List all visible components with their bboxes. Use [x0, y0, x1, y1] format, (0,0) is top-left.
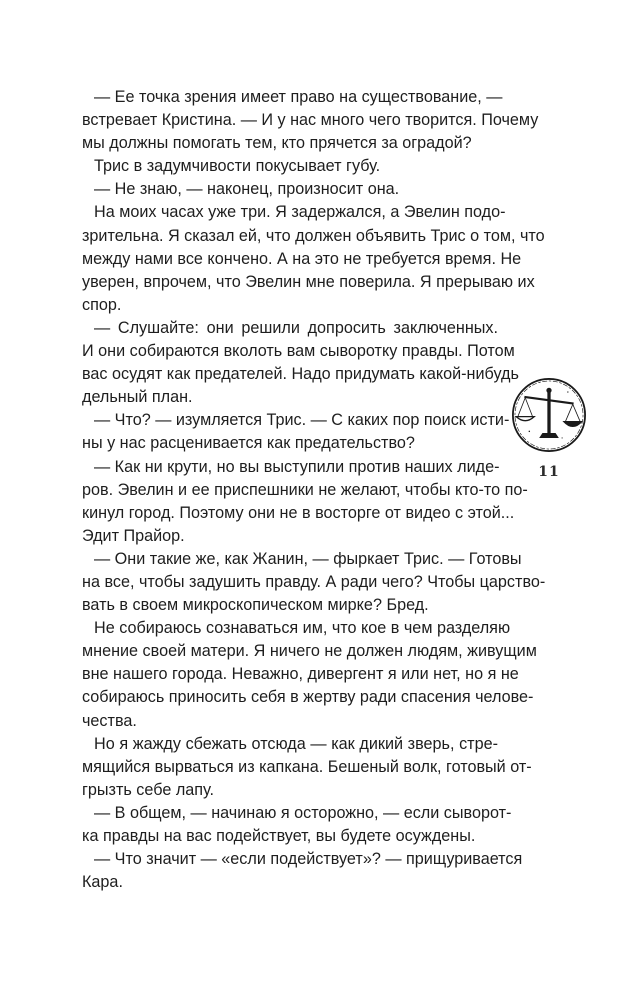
text-line: Но я жажду сбежать отсюда — как дикий зверь, стре-	[94, 734, 498, 753]
text-line: вне нашего города. Неважно, дивергент я или нет, но я не	[82, 665, 519, 684]
text-line: — Ее точка зрения имеет право на существование, —	[94, 88, 503, 106]
text-line: — Как ни крути, но вы выступили против наших лиде-	[94, 457, 500, 476]
page-body-text	[82, 86, 546, 894]
text-line: — Слушайте: они решили допросить заключенных.	[94, 318, 498, 337]
text-line: — Они такие же, как Жанин, — фыркает Трис. — Готовы	[94, 549, 522, 568]
text-line: ров. Эвелин и ее приспешники не желают, чтобы кто-то по-	[82, 480, 528, 499]
text-line: дельный план.	[82, 388, 193, 407]
text-line: грызть себе лапу.	[82, 780, 214, 799]
text-line: вас осудят как предателей. Надо придумать какой-нибудь	[82, 365, 519, 384]
page-number: 11	[538, 464, 560, 480]
text-line: Трис в задумчивости покусывает губу.	[94, 157, 381, 176]
text-line: — В общем, — начинаю я осторожно, — если сыворот-	[94, 803, 512, 822]
text-line: зрительна. Я сказал ей, что должен объявить Трис о том, что	[82, 226, 545, 245]
text-line: Кара.	[82, 873, 123, 892]
text-line: На моих часах уже три. Я задержался, а Эвелин подо-	[94, 203, 506, 222]
text-line: на все, чтобы задушить правду. А ради чего? Чтобы царство-	[82, 572, 546, 591]
text-line: — Что значит — «если подействует»? — прищуривается	[94, 850, 523, 869]
text-line: кинул город. Поэтому они не в восторге от видео с этой...	[82, 503, 515, 522]
text-line: чества.	[82, 711, 137, 730]
scales-of-justice-icon	[508, 374, 590, 456]
text-line: И они собираются вколоть вам сыворотку правды. Потом	[82, 342, 515, 361]
text-line: встревает Кристина. — И у нас много чего творится. Почему	[82, 111, 539, 130]
text-line: мящийся вырваться из капкана. Бешеный волк, готовый от-	[82, 757, 532, 776]
text-line: Не собираюсь сознаваться им, что кое в чем разделяю	[94, 619, 511, 638]
text-line: ны у нас расценивается как предательство?	[82, 434, 415, 453]
text-line: уверен, впрочем, что Эвелин мне поверила. Я прерываю их	[82, 272, 535, 291]
text-line: между нами все кончено. А на это не требуется время. Не	[82, 249, 522, 268]
text-line: спор.	[82, 295, 122, 314]
text-line: мнение своей матери. Я ничего не должен людям, живущим	[82, 642, 537, 661]
text-line: мы должны помогать тем, кто прячется за оградой?	[82, 134, 472, 153]
text-line: вать в своем микроскопическом мирке? Бред.	[82, 596, 429, 615]
text-line: собираюсь приносить себя в жертву ради спасения челове-	[82, 688, 534, 707]
text-line: ка правды на вас подействует, вы будете осуждены.	[82, 827, 476, 845]
text-line: Эдит Прайор.	[82, 526, 185, 545]
text-line: — Не знаю, — наконец, произносит она.	[94, 180, 400, 199]
text-line: — Что? — изумляется Трис. — С каких пор поиск исти-	[94, 411, 510, 430]
